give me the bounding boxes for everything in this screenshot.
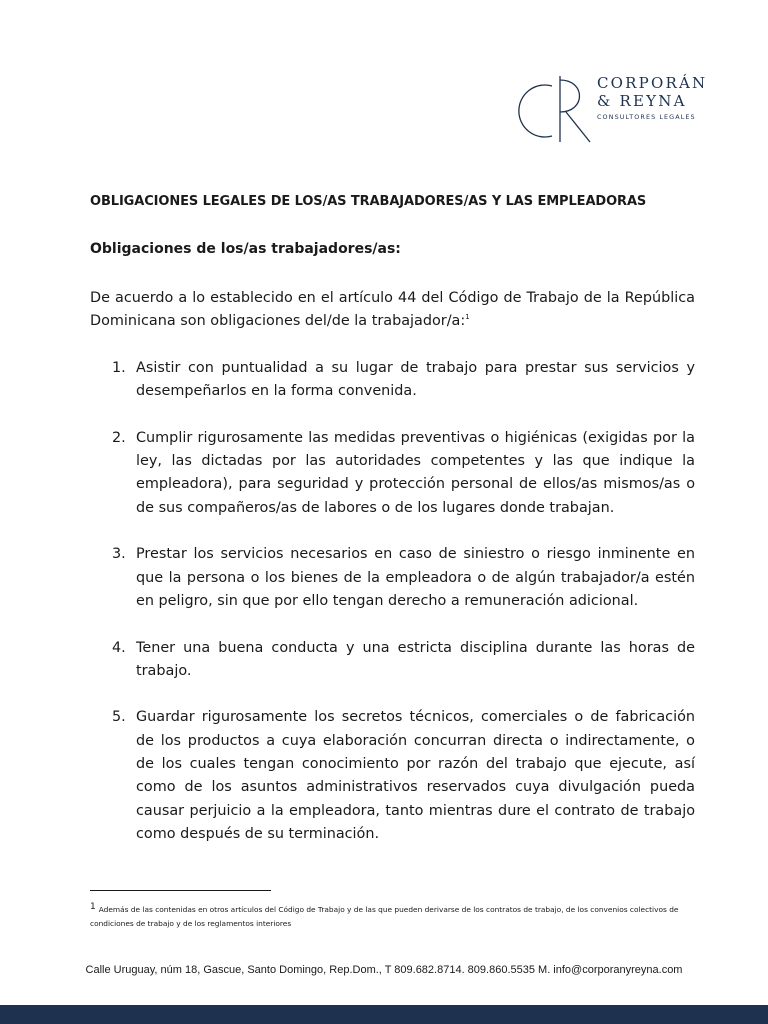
list-item — [90, 427, 695, 520]
list-item — [90, 706, 695, 846]
list-item — [90, 357, 695, 404]
list-item-text: Tener una buena conducta y una estricta disciplina durante las horas de trabajo. — [136, 639, 695, 679]
footnote — [90, 903, 705, 931]
list-item-number: 5. — [112, 709, 126, 726]
list-item-text: Prestar los servicios necesarios en caso de siniestro o riesgo inminente en que la persona o los bienes de la empleadora o de algún trabajador/a estén en peligro, sin que por ello tengan derecho a remuneración adicional. — [136, 546, 695, 609]
footnote-divider — [90, 890, 271, 891]
brand-name-line2: & REYNA — [597, 92, 687, 110]
list-item — [90, 543, 695, 613]
section-title: Obligaciones de los/as trabajadores/as: — [90, 241, 401, 257]
list-item-number: 1. — [112, 360, 126, 376]
brand-text — [597, 74, 724, 121]
list-item-number: 4. — [112, 639, 126, 656]
obligations-list — [90, 357, 695, 870]
document-title: OBLIGACIONES LEGALES DE LOS/AS TRABAJADORES/AS Y LAS EMPLEADORAS — [90, 194, 647, 209]
list-item-text: Cumplir rigurosamente las medidas preventivas o higiénicas (exigidas por la ley, las dictadas por las autoridades competentes y las que indique la empleadora), para seguridad y protección personal de ellos/as mismos/as o de sus compañeros/as de labores o de los lugares donde trabajan. — [136, 429, 695, 516]
list-item-number: 2. — [112, 429, 126, 446]
brand-subtitle: CONSULTORES LEGALES — [597, 113, 696, 121]
list-item-number: 3. — [112, 546, 126, 563]
footnote-mark: 1 — [90, 902, 96, 912]
intro-paragraph — [90, 287, 695, 334]
list-item — [90, 637, 695, 684]
list-item-text: Guardar rigurosamente los secretos técnicos, comerciales o de fabricación de los productos a cuya elaboración concurran directa o indirectamente, o de los cuales tengan conocimiento por razón del trabajo que ejecute, así como de los asuntos administrativos reservados cuya divulgación pueda causar perjuicio a la empleadora, tanto mientras dure el contrato de trabajo como después de su terminación. — [136, 709, 695, 842]
list-item-text: Asistir con puntualidad a su lugar de trabajo para prestar sus servicios y desempeñarlos en la forma convenida. — [136, 360, 695, 400]
intro-text: De acuerdo a lo establecido en el artículo 44 del Código de Trabajo de la República Dominicana son obligaciones del/de la trabajador/a: — [90, 290, 695, 330]
cr-monogram-icon — [514, 74, 594, 144]
company-logo — [514, 74, 724, 144]
footer-bar — [0, 1005, 768, 1024]
footer-address: Calle Uruguay, núm 18, Gascue, Santo Domingo, Rep.Dom., T 809.682.8714. 809.860.5535 M. info@corporanyreyna.com — [85, 964, 683, 976]
footnote-text: Además de las contenidas en otros artículos del Código de Trabajo y de las que pueden derivarse de los contratos de trabajo, de los convenios colectivos de condiciones de trabajo y de los reglamentos interiores — [90, 905, 679, 928]
brand-name-line1: CORPORÁN — [597, 74, 708, 92]
footnote-reference: 1 — [465, 313, 470, 322]
